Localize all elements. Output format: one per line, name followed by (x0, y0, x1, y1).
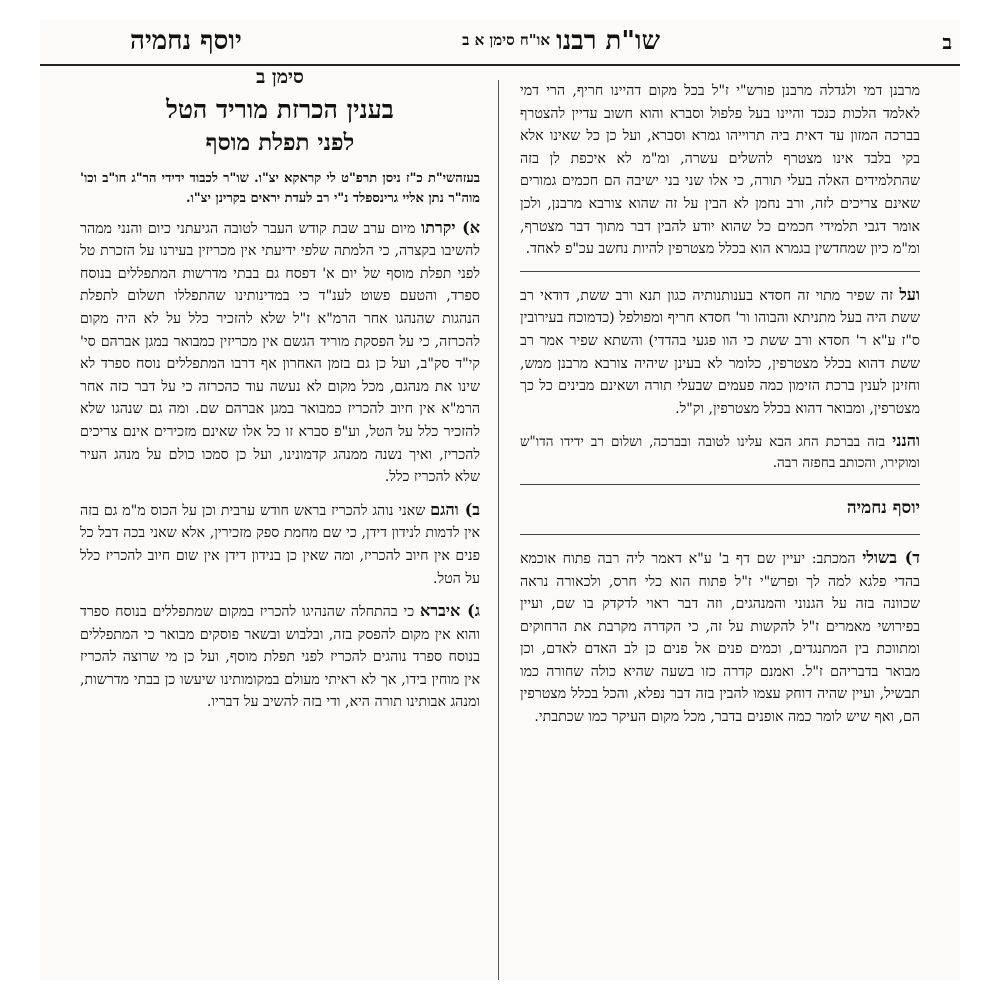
closing-paragraph (520, 430, 920, 474)
running-header (40, 22, 960, 66)
paragraph-right-2 (520, 284, 920, 421)
right-column (520, 80, 920, 739)
signature-heading: יוסף נחמיה (846, 498, 920, 519)
paragraph-lead: ב) והגם (430, 499, 480, 519)
siman-label: סימן ב (256, 66, 304, 88)
paragraph-text: בזה בברכת החג הבא עלינו לטובה ובברכה, ושלום רב ידידו הדו"ש ומוקירו, והכותב בחפזה רבה. (520, 434, 920, 472)
paragraph-left-3 (80, 600, 480, 714)
paragraph-left-1 (80, 217, 480, 489)
paragraph-text: המכתב: יעיין שם דף ב' ע"א דאמר ליה רבה פתוח אוכמא בהדי פלגא למה לך ופרש"י ז"ל פתוח הוא כלי חרס, ולכאורה נראה שכוונה בזה על הגנוני והמנהגים, וזה דבר ראוי לדקדק בו שם, ועיין בפירושי מאמרים ז"ל להקשות על זה, כי הקדרה מקרבת את הרחוקים ומתווכת בין המתנגדים, וכמים פנים אל פנים כן לב האדם לאדם, וכן מבואר בדבריהם ז"ל. ואמנם קדרה כזו בשעה שהיא כולה שחורה כמו תבשיל, ועיין שהיה דוחק עצמו להבין בזה דבר נפלא, והכל בכלל מצטרפין הם, ואף שיש לומר כמה אופנים בדבר, מכל מקום העיקר כמו שכתבתי. (520, 550, 920, 726)
paragraph-lead: ועל (899, 284, 920, 304)
book-title-left: יוסף נחמיה (130, 26, 242, 56)
paragraph-right-1 (520, 80, 920, 261)
book-title-right: שו"ת רבנו (556, 26, 660, 56)
section-reference: או"ח סימן א ב (462, 31, 550, 49)
paragraph-lead: ד) בשולי (862, 547, 920, 567)
paragraph-lead: א) יקרתו (421, 217, 480, 237)
chapter-title: בענין הכרזת מוריד הטל (166, 94, 394, 124)
paragraph-separator (520, 534, 920, 535)
paragraph-text: זה שפיר מתוי זה חסדא בענותנותיה כגון תנא ורב ששת, דודאי רב ששת היה בעל מתניתא והבוהו ור' חסדא חריף ומפולפל (כדמוכח בעירובין ס"ז ע"א ר' חסדא ורב ששת כי הוו פגעי בהדדי) והשתא שפיר אמר רב ששת דהוא בכלל מצטרפין, כלומר לא בעינן שיהיה צורבא מרבנן ממש, וחזינן לענין ברכת הזימון כמה פעמים שבעלי תורה ושאינם מבינים כל כך מצטרפין, ומבואר דהוא בכלל מצטרפין, וק"ל. (520, 287, 920, 417)
paragraph-text: שאני נוהג להכריז בראש חודש ערבית וכן על הכוס מ"מ גם בזה אין לדמות לנידון דידן, כי שם מחמת ספק מזכירין, אלא שאני בכה דבל כל פנים אין חיוב להכריז, ומה שאין כן בנידון דידן אין שום חיוב להכריז כלל על הטל. (80, 502, 480, 587)
paragraph-separator (520, 484, 920, 485)
paragraph-text: כי בהתחלה שהנהיגו להכריז במקום שמתפללים בנוסח ספרד והוא אין מקום להפסק בזה, ובלבוש ובשאר פוסקים מבואר כי המתפללים בנוסח ספרד נוהגים להכריז לפני תפלת מוסף, ועל כן מי שרוצה להכריז אין מוחין בידו, אך לא ראיתי מעולם במקומותינו שיעשו כן בבתי מדרשות, ומנהג אבותינו תורה היא, ודי בזה להשיב על דבריו. (80, 604, 480, 711)
chapter-subtitle: לפני תפלת מוסף (205, 128, 355, 156)
paragraph-separator (520, 271, 920, 272)
page-number: ב (942, 30, 952, 54)
paragraph-left-2 (80, 499, 480, 590)
paragraph-lead: והנני (892, 431, 920, 451)
column-divider (498, 80, 499, 980)
paragraph-lead: ג) איברא (419, 601, 481, 621)
paragraph-right-4 (520, 547, 920, 729)
paragraph-text: מרבנן דמי ולגדלה מרבנן פורש"י ז"ל בכל מקום דהיינו חריף, הרי דמי לאלמד הלכות כנכד והיינו בעל פלפול וסברא והוא חשוב עדיין להצטרף בברכה המזון עד דאית ביה תרוייהו גמרא וסברא, ועל כן כל שאינו אלא בקי בלבד אינו מצטרף להשלים עשרה, ומ"מ לא איכפת לן בזה שהתלמידים האלה בעלי תורה, כי אלו שני בני ישיבה הם חכמים גמורים שאינם צריכים לזה, ורב נחמן לא הבין על זה שהוא צורבא מרבנן, ולכן אומר דגבי תלמידי חכמים כל שהוא יודע להבין דבר מתוך דבר מצטרף, ומ"מ כיון שמחדשין בגמרא הוא בכלל מצטרפין להיות נחשב עכ"פ לאחד. (520, 83, 920, 258)
paragraph-text: מיום ערב שבת קודש העבר לטובה הגיעתני כיום והנני ממהר להשיבו בקצרה, כי הלמתה שלפי ידיעתי אין מכריזין בעירנו על הזכרת טל לפני תפלת מוסף של יום א' דפסח גם בבתי מדרשות המתפללים בנוסח ספרד, והטעם פשוט לענ"ד כי במדינותינו שהתפללו תשלום לתפלת הנהגות שהנהגו אחר הרמ"א ז"ל שלא להזכיר כלל על לא היה מקום להכרזה, כי על הפסקת מוריד הגשם אין מכריזין כמבואר במגן אברהם סי' קי"ד סק"ב, ועל כן גם בזמן האחרון אף דרבו המתפללים נוסח ספרד לא שינו את מנהגם, מכל מקום לא נעשה עוד כהכרזה כי על דבר כזה אחר הרמ"א אין חיוב להכריז כמבואר במגן אברהם שם. ומה גם שנהגו שלא להזכיר כלל על הטל, וע"פ סברא זו כל אלו שאינם מזכירים אינם צריכים להכריז, ואיך נשנה ממנהג קדמונינו, ועל כן סמכו כולם על מנהג העיר שלא להכריז כלל. (80, 220, 480, 486)
left-column (80, 66, 480, 724)
letter-dedication: בעזהשי"ת כ"ז ניסן תרפ"ט לי קראקא יצ"ו. שו"ר לכבוד ידידי הר"ג חו"ב וכו' מוה"ר נתן אליי גרינספלד נ"י רב לעדת יראים בקרינן יצ"ו. (80, 170, 480, 206)
